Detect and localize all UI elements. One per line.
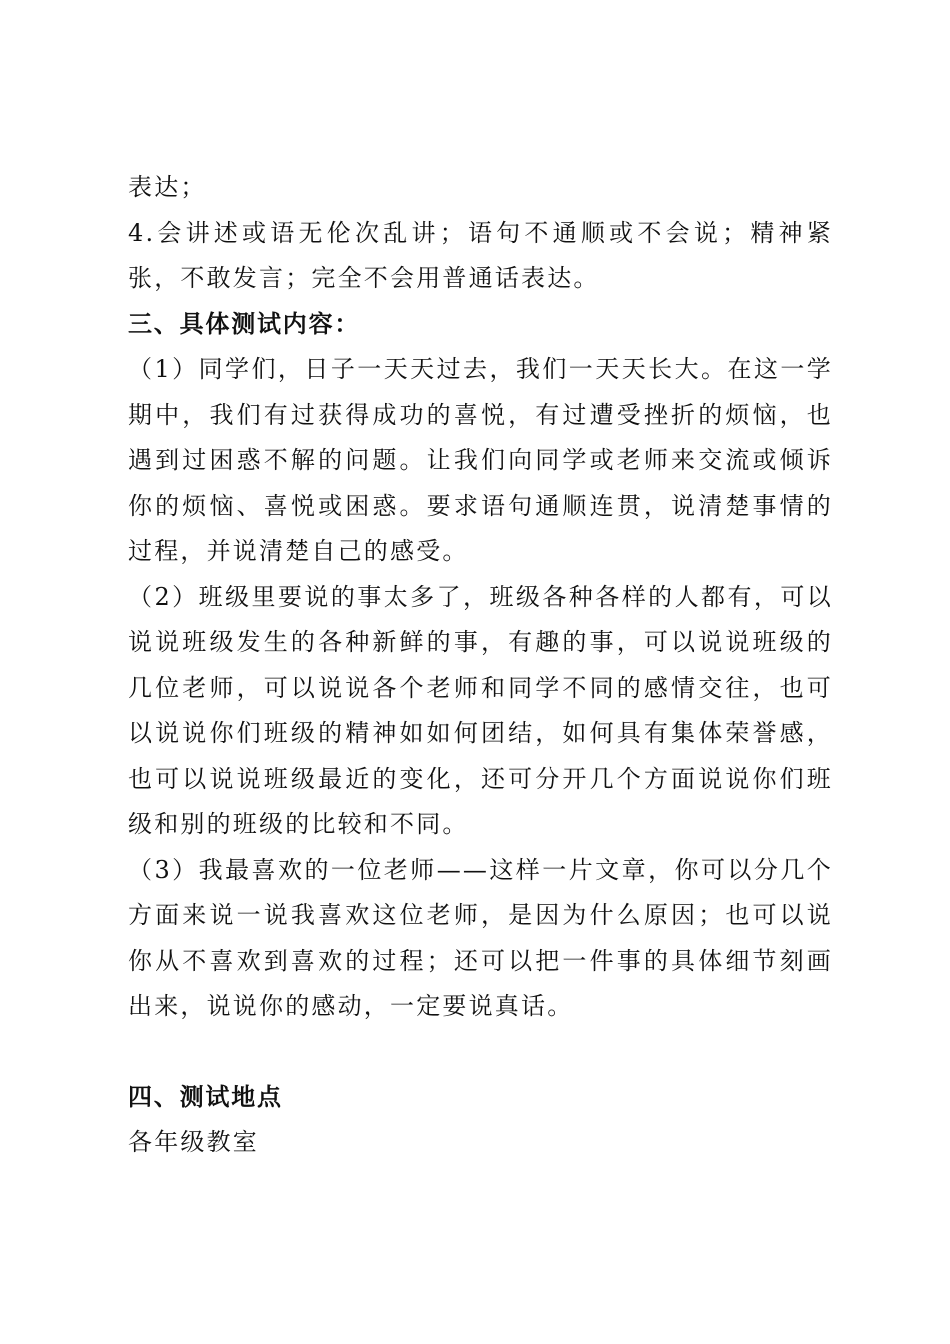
criterion-4: 4.会讲述或语无伦次乱讲；语句不通顺或不会说；精神紧张，不敢发言；完全不会用普通话表达。 [128,218,833,292]
paragraph-spacer [128,1030,833,1075]
continued-text: 表达； [128,173,207,201]
document-page [128,165,833,1166]
section-3-item-2: （2）班级里要说的事太多了，班级各种各样的人都有，可以说说班级发生的各种新鲜的事，有趣的事，可以说说班级的几位老师，可以说说各个老师和同学不同的感情交往，也可以说说你们班级的精神如如何团结，如何具有集体荣誉感，也可以说说班级最近的变化，还可分开几个方面说说你们班级和别的班级的比较和不同。 [128,582,833,838]
section-3-item-1: （1）同学们，日子一天天过去，我们一天天长大。在这一学期中，我们有过获得成功的喜悦，有过遭受挫折的烦恼，也遇到过困惑不解的问题。让我们向同学或老师来交流或倾诉你的烦恼、喜悦或困惑。要求语句通顺连贯，说清楚事情的过程，并说清楚自己的感受。 [128,355,833,565]
section-4-heading: 四、测试地点 [128,1082,283,1111]
section-4-body: 各年级教室 [128,1128,259,1156]
section-3-item-3: （3）我最喜欢的一位老师——这样一片文章，你可以分几个方面来说一说我喜欢这位老师，是因为什么原因；也可以说你从不喜欢到喜欢的过程；还可以把一件事的具体细节刻画出来，说说你的感动，一定要说真话。 [128,855,833,1020]
section-3-heading: 三、具体测试内容： [128,309,361,338]
